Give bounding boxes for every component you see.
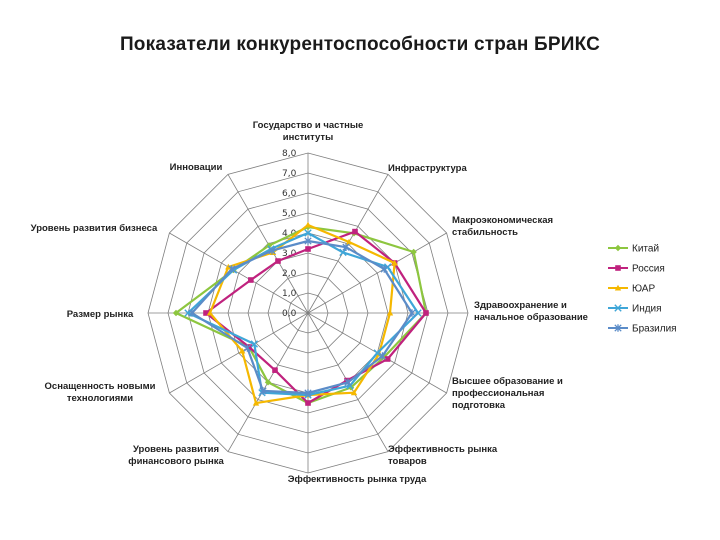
tick-label: 5,0 [282,209,297,219]
legend-item [608,244,659,255]
radar-grid [148,153,468,473]
data-point [410,249,416,255]
axis-label: Инфраструктура [388,163,467,174]
axis-label: Эффективность рынка товаров [388,444,498,467]
axis-label: Инновации [169,162,223,173]
axis-label: Оснащенность новыми технологиями [44,381,156,404]
chart-title: Показатели конкурентоспособности стран БРИКС [119,34,601,55]
axis-label: Уровень развития финансового рынка [128,444,224,467]
axis-labels [31,120,588,485]
axis-label: Здравоохранение и начальное образование [474,300,588,323]
tick-label: 8,0 [282,149,297,159]
series-layer [173,222,429,406]
legend [608,244,677,335]
data-point [423,310,429,316]
data-point [275,258,281,264]
data-point [305,400,311,406]
axis-label: Высшее образование и профессиональная подготовка [452,376,563,411]
axis-label: Эффективность рынка труда [287,474,427,485]
legend-item [608,304,662,315]
data-point [305,246,311,252]
tick-label: 6,0 [282,189,297,199]
axis-label: Уровень развития бизнеса [30,223,158,234]
axis-label: Размер рынка [66,309,134,320]
legend-label: Китай [632,243,660,255]
tick-label: 1,0 [282,289,297,299]
data-point [248,277,254,283]
legend-marker [615,245,621,251]
tick-label: 7,0 [282,169,297,179]
legend-item [608,324,677,335]
legend-label: ЮАР [632,283,656,295]
tick-label: 4,0 [282,229,297,239]
axis-label: Макроэкономическая стабильность [452,215,554,238]
legend-item [608,264,665,275]
data-point [272,367,278,373]
legend-item [608,284,655,295]
legend-label: Индия [632,303,662,315]
legend-label: Бразилия [632,323,677,335]
legend-marker [615,265,621,271]
legend-label: Россия [632,263,665,275]
axis-label: Государство и частные институты [252,120,364,143]
data-point [352,229,358,235]
tick-label: 3,0 [282,249,297,259]
tick-label: 0,0 [282,309,297,319]
tick-label: 2,0 [282,269,297,279]
data-point [305,222,311,228]
